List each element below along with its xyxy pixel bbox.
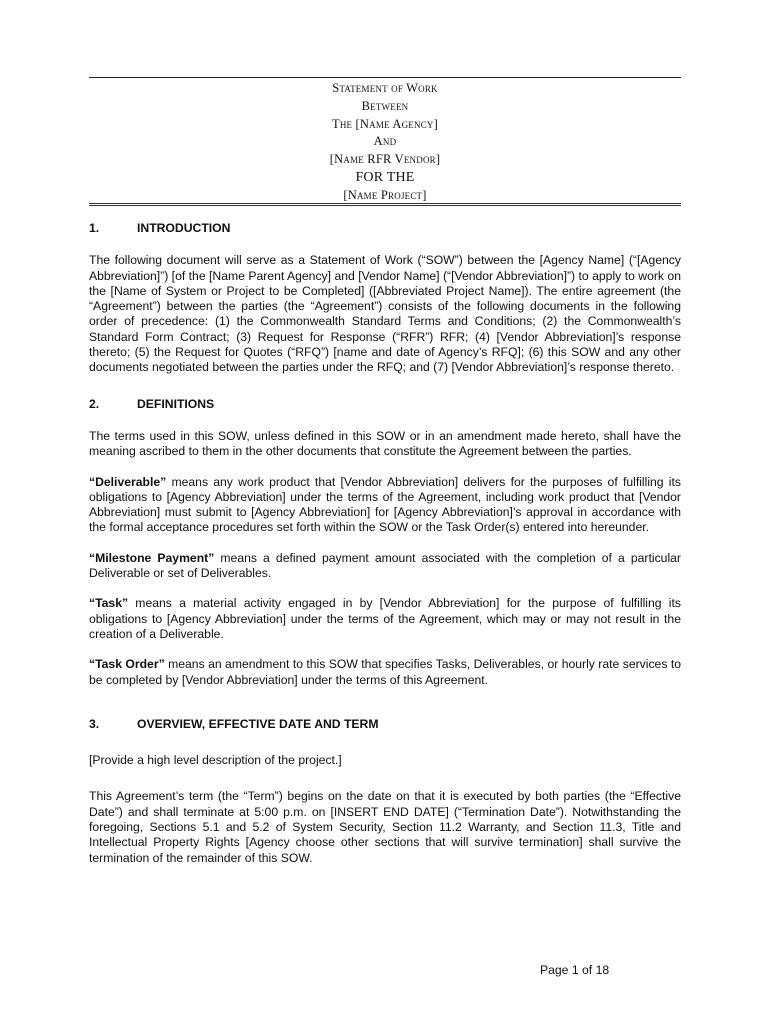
title-line: Between [361, 98, 409, 113]
section-heading [89, 221, 681, 236]
definition [89, 551, 681, 582]
title-line: And [373, 134, 397, 149]
bottom-rule [89, 203, 681, 206]
section-number: 2. [89, 396, 100, 411]
paragraph: The following document will serve as a Statement of Work (“SOW”) between the [Agency Name] (“[Agency Abbreviation]”) [of the [Name Parent Agency] and [Vendor Name] (“[Vendor Abbreviation]”) to apply to work on the [Name of System or Project to be Completed] ([Abbreviated Project Name]). The entire agreement (the “Agreement”) between the parties (the “Agreement”) consists of the following documents in the following order of precedence: (1) the Commonwealth Standard Terms and Conditions; (2) the Commonwealth’s Standard Form Contract; (3) Request for Response (“RFR”) RFR; (4) [Vendor Abbreviation]’s response thereto; (5) the Request for Quotes (“RFQ”) [name and date of Agency’s RFQ]; (6) this SOW and any other documents negotiated between the parties under the RFQ; and (7) [Vendor Abbreviation]’s response thereto. [89, 253, 681, 375]
definition-term: “Milestone Payment” [89, 550, 215, 565]
definition-term: “Task Order” [89, 657, 165, 672]
paragraph: [Provide a high level description of the project.] [89, 753, 342, 768]
section-title: INTRODUCTION [137, 221, 231, 235]
section-number: 1. [89, 221, 100, 235]
section-heading [89, 397, 681, 412]
title-line: Statement of Work [332, 81, 438, 95]
definition-text: means any work product that [Vendor Abbreviation] delivers for the purposes of fulfilling its obligations to [Agency Abbreviation] under the terms of the Agreement, including work product that [Vendor Abbreviation] must submit to [Agency Abbreviation] for [Agency Abbreviation]’s approval in accordance with the formal acceptance procedures set forth within the SOW or the Task Order(s) entered into hereunder. [89, 474, 681, 535]
definition-text: means an amendment to this SOW that specifies Tasks, Deliverables, or hourly rate services to be completed by [Vendor Abbreviation] under the terms of this Agreement. [89, 657, 681, 687]
section-heading [89, 717, 681, 732]
definition-text: means a material activity engaged in by [Vendor Abbreviation] for the purpose of fulfilling its obligations to [Agency Abbreviation] under the terms of the Agreement, which may or may not result in the creation of a Deliverable. [89, 596, 681, 641]
paragraph: The terms used in this SOW, unless defined in this SOW or in an amendment made hereto, shall have the meaning ascribed to them in the other documents that constitute the Agreement between the parties. [89, 428, 681, 459]
title-line: [Name RFR Vendor] [329, 152, 441, 167]
definition-text: means a defined payment amount associated with the completion of a particular Deliverable or set of Deliverables. [89, 550, 681, 581]
page-number: Page 1 of 18 [540, 963, 610, 977]
title-line: The [Name Agency] [332, 116, 438, 131]
section-number: 3. [89, 716, 100, 731]
definition [89, 596, 681, 642]
document-body [89, 221, 681, 866]
definition-term: “Task” [89, 596, 129, 611]
title-line: [Name Project] [343, 187, 427, 202]
section-title: DEFINITIONS [137, 396, 215, 411]
paragraph: This Agreement’s term (the “Term”) begins on the date on that it is executed by both parties (the “Effective Date”) and shall terminate at 5:00 p.m. on [INSERT END DATE] (“Termination Date”). Notwithstanding the foregoing, Sections 5.1 and 5.2 of System Security, Section 11.2 Warranty, and Section 11.3, Title and Intellectual Property Rights [Agency choose other sections that will survive termination] shall survive the termination of the remainder of this SOW. [89, 789, 681, 865]
definition-term: “Deliverable” [89, 474, 167, 489]
definition [89, 657, 681, 688]
document-title [89, 80, 681, 205]
definition [89, 475, 681, 536]
top-rule [89, 77, 681, 78]
title-line: FOR THE [355, 169, 415, 185]
section-title: OVERVIEW, EFFECTIVE DATE AND TERM [137, 716, 379, 731]
